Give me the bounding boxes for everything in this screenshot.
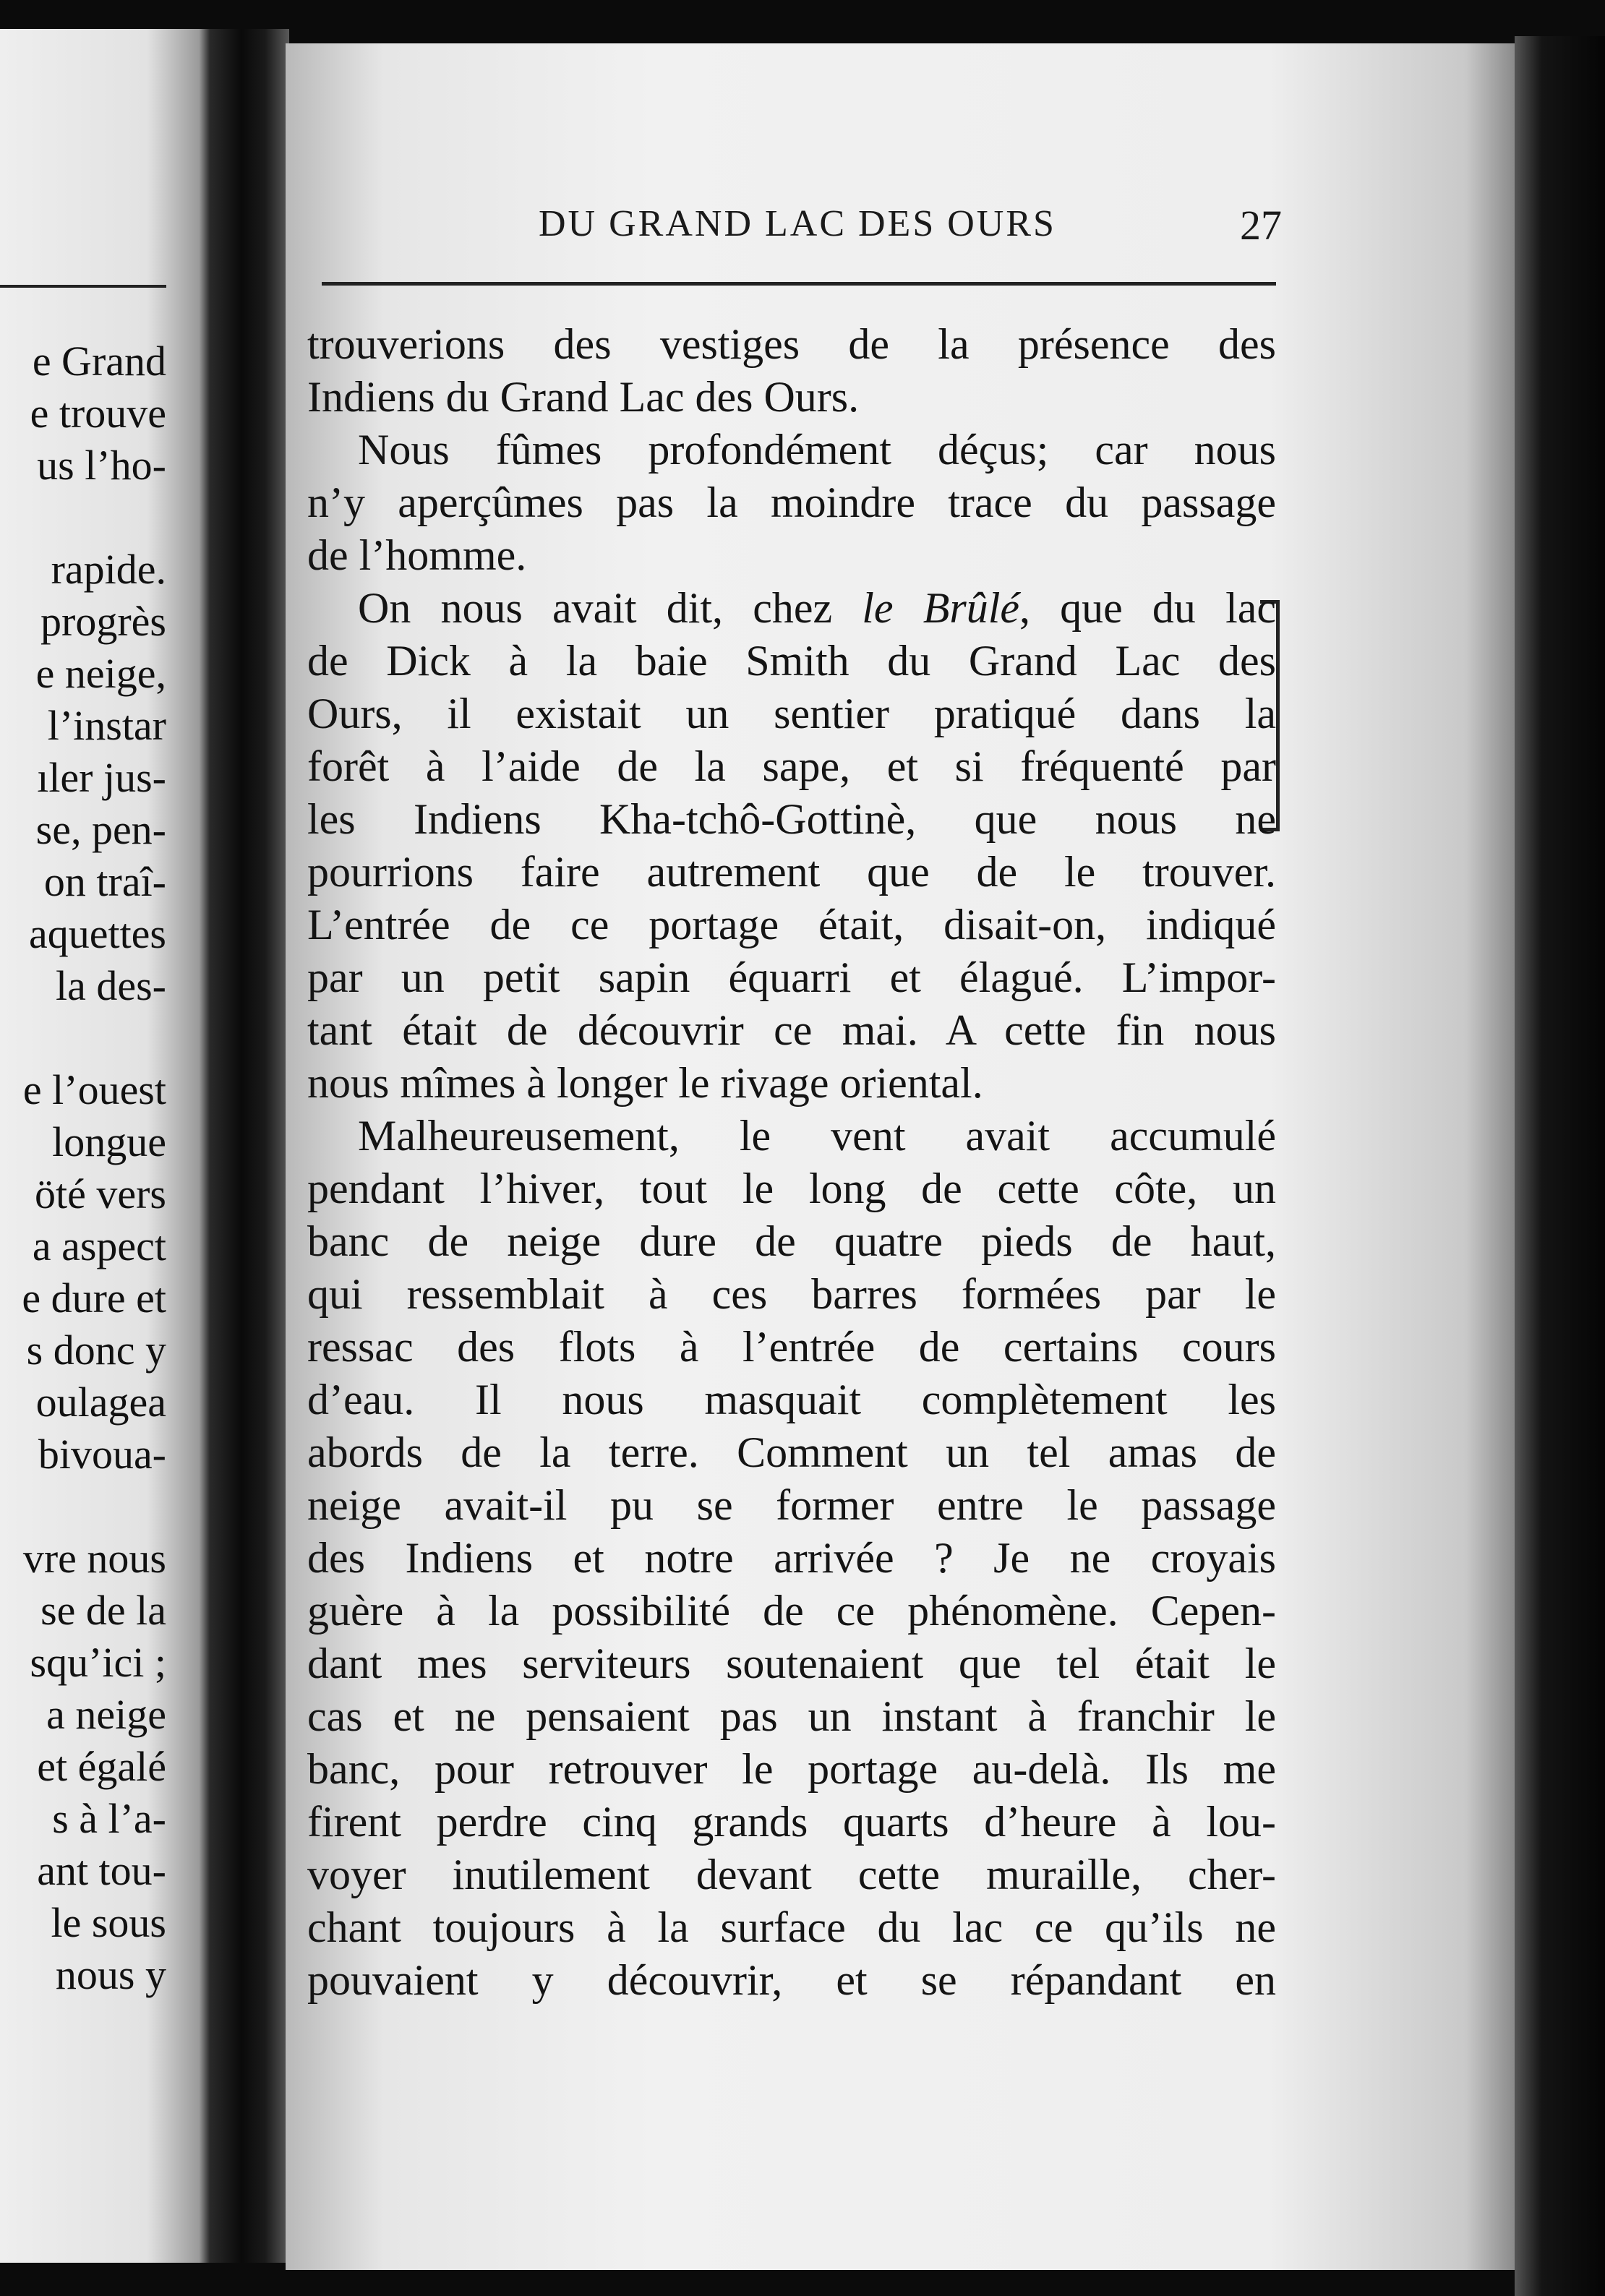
text-line: abords de la terre. Comment un tel amas de xyxy=(307,1428,1276,1476)
left-line: e l’ouest xyxy=(22,1066,166,1113)
left-line: oulagea xyxy=(35,1379,166,1426)
right-page xyxy=(286,43,1515,2270)
left-line: öté vers xyxy=(35,1170,166,1217)
text-line: les Indiens Kha-tchô-Gottinè, que nous ne xyxy=(307,795,1276,843)
left-line: on traî- xyxy=(43,858,166,905)
left-line: a aspect xyxy=(32,1222,166,1269)
text-line: Indiens du Grand Lac des Ours. xyxy=(307,373,860,421)
text-line: pourrions faire autrement que de le trouver. xyxy=(307,848,1276,896)
text-line: neige avait-il pu se former entre le passage xyxy=(307,1481,1276,1529)
text-line: On nous avait dit, chez le Brûlé, que du lac xyxy=(358,584,1277,632)
left-line: e dure et xyxy=(22,1275,166,1322)
text-line: des Indiens et notre arrivée ? Je ne croyais xyxy=(307,1534,1276,1582)
book-fore-edge xyxy=(1515,36,1605,2296)
text-line: de l’homme. xyxy=(307,531,527,579)
text-line: banc, pour retrouver le portage au-delà. Ils me xyxy=(307,1745,1276,1793)
left-line: nous y xyxy=(55,1951,166,1998)
text-line: nous mîmes à longer le rivage oriental. xyxy=(307,1059,983,1107)
running-head: DU GRAND LAC DES OURS xyxy=(539,203,1056,244)
text-line: cas et ne pensaient pas un instant à franchir le xyxy=(307,1692,1276,1740)
text-line: L’entrée de ce portage était, disait-on, indiqué xyxy=(307,901,1276,948)
left-line: e neige, xyxy=(35,650,166,697)
italic-name: le Brûlé xyxy=(862,584,1019,632)
text-line: n’y aperçûmes pas la moindre trace du passage xyxy=(307,479,1276,526)
text-line: banc de neige dure de quatre pieds de haut, xyxy=(307,1217,1276,1265)
left-line: rapide. xyxy=(51,546,166,593)
text-line: voyer inutilement devant cette muraille, cher- xyxy=(307,1851,1276,1898)
text-line: guère à la possibilité de ce phénomène. Cepen- xyxy=(307,1587,1276,1635)
page-number: 27 xyxy=(1240,202,1282,249)
left-line: ıler jus- xyxy=(37,754,166,801)
text-line: Nous fûmes profondément déçus; car nous xyxy=(358,426,1276,474)
left-line: s donc y xyxy=(26,1327,166,1374)
left-page-rule xyxy=(0,285,166,288)
left-line: l’instar xyxy=(47,702,166,749)
text-line: trouverions des vestiges de la présence des xyxy=(307,320,1276,368)
text-line: firent perdre cinq grands quarts d’heure à lou- xyxy=(307,1798,1276,1846)
left-line: aquettes xyxy=(28,910,166,957)
left-line: e trouve xyxy=(30,390,166,437)
left-line: la des- xyxy=(56,962,166,1009)
body-text xyxy=(307,318,1276,2007)
text-line: Ours, il existait un sentier pratiqué dans la xyxy=(307,690,1276,737)
book-gutter xyxy=(210,29,289,2263)
left-line: s à l’a- xyxy=(52,1795,166,1842)
left-line: progrès xyxy=(40,598,166,645)
text-line: pendant l’hiver, tout le long de cette côte, un xyxy=(307,1165,1276,1212)
header-rule xyxy=(322,282,1276,286)
text-line: tant était de découvrir ce mai. A cette fin nous xyxy=(307,1006,1276,1054)
text-line: qui ressemblait à ces barres formées par le xyxy=(307,1270,1276,1318)
left-line: ant tou- xyxy=(37,1847,166,1894)
text-line: forêt à l’aide de la sape, et si fréquenté par xyxy=(307,742,1276,790)
left-line: us l’ho- xyxy=(37,442,166,489)
left-line: e Grand xyxy=(32,338,166,385)
text-line: ressac des flots à l’entrée de certains cours xyxy=(307,1323,1276,1371)
text-line: par un petit sapin équarri et élagué. L’impor- xyxy=(307,954,1276,1001)
left-line: vre nous xyxy=(22,1535,166,1582)
left-line: et égalé xyxy=(37,1743,166,1790)
left-line: squ’ici ; xyxy=(30,1639,166,1686)
text-line: pouvaient y découvrir, et se répandant en xyxy=(307,1956,1276,2004)
text-line: chant toujours à la surface du lac ce qu’ils ne xyxy=(307,1903,1276,1951)
left-line: longue xyxy=(52,1118,166,1165)
left-line: a neige xyxy=(46,1691,166,1738)
left-line: le sous xyxy=(51,1899,166,1946)
text-line: d’eau. Il nous masquait complètement les xyxy=(307,1376,1276,1423)
text-line: Malheureusement, le vent avait accumulé xyxy=(358,1112,1276,1160)
text-line: de Dick à la baie Smith du Grand Lac des xyxy=(307,637,1276,685)
left-line: bivoua- xyxy=(38,1431,166,1478)
left-line: se de la xyxy=(40,1587,166,1634)
left-line: se, pen- xyxy=(35,806,166,853)
left-page-fragment xyxy=(0,29,210,2263)
text-line: dant mes serviteurs soutenaient que tel était le xyxy=(307,1640,1276,1687)
